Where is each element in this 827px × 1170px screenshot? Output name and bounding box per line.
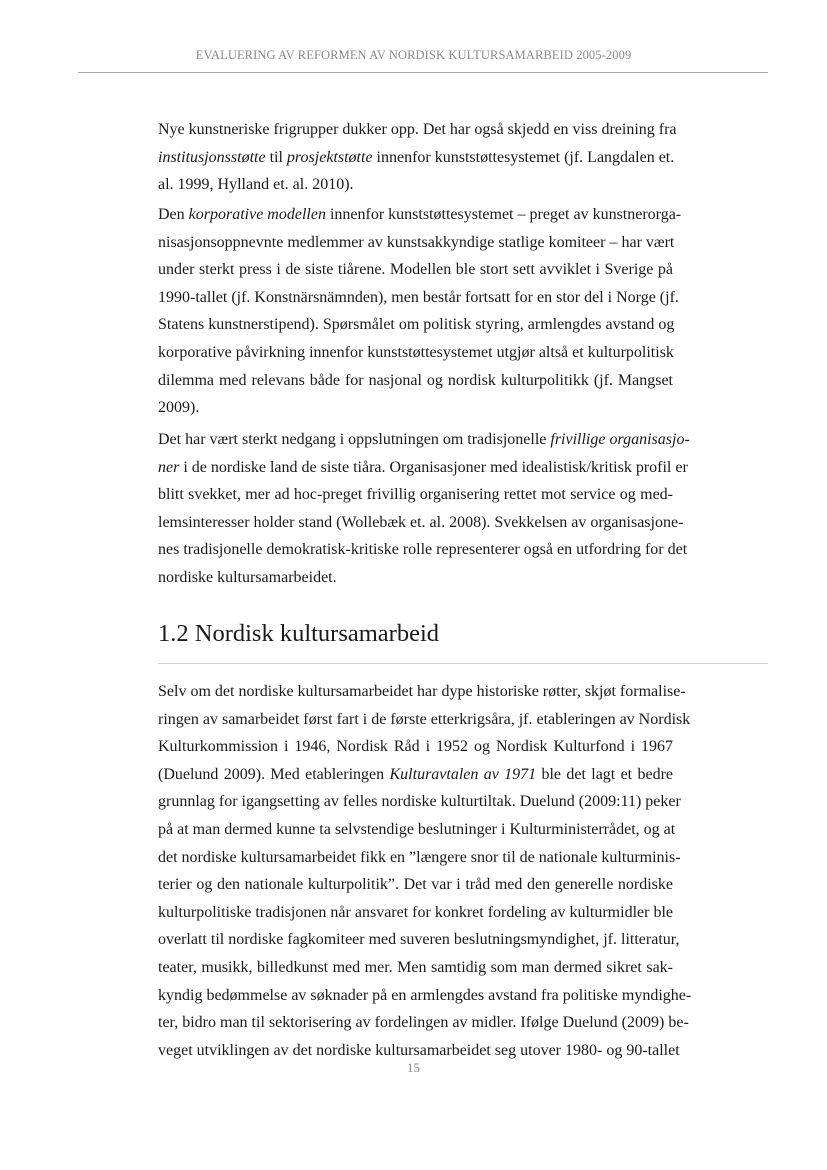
paragraph (158, 116, 677, 199)
italic-text: Kulturavtalen av 1971 (389, 765, 537, 783)
text-line (158, 536, 688, 564)
text-line (158, 394, 673, 422)
text-segment: lemsinteresser holder stand (Wollebæk et. al. 2008). Svekkelsen av organisasjone- (158, 513, 684, 531)
text-line (158, 761, 673, 789)
text-segment: veget utviklingen av det nordiske kultursamarbeidet seg utover 1980- og 90-tallet (158, 1041, 680, 1059)
text-line (158, 426, 690, 454)
text-segment: ringen av samarbeidet først fart i de første etterkrigsåra, jf. etableringen av Nordisk (158, 710, 691, 728)
text-line (158, 871, 673, 899)
text-segment: Det har vært sterkt nedgang i oppslutningen om tradisjonelle (158, 431, 551, 448)
text-line (158, 733, 673, 761)
text-segment: Selv om det nordiske kultursamarbeidet har dype historiske røtter, skjøt formalise- (158, 683, 686, 700)
italic-text: prosjektstøtte (286, 148, 373, 166)
text-segment: 1990-tallet (jf. Konstnärsnämnden), men består fortsatt for en stor del i Norge (jf. (158, 288, 679, 306)
text-segment: innenfor kunststøttesystemet – preget av kunstnerorga- (325, 206, 682, 223)
text-segment: kyndig bedømmelse av søknader på en armlengdes avstand fra politiske myndighe- (158, 986, 692, 1004)
text-segment: i de nordiske land de siste tiåra. Organisasjoner med idealistisk/kritisk profil er (179, 458, 688, 476)
text-segment: grunnlag for igangsetting av felles nordiske kulturtiltak. Duelund (2009:11) peker (158, 793, 681, 811)
section-heading: 1.2 Nordisk kultursamarbeid (158, 620, 440, 647)
text-line (158, 1009, 689, 1037)
text-line (158, 899, 673, 927)
italic-text: frivillige organisasjo- (550, 431, 690, 448)
text-segment: nordiske kultursamarbeidet. (158, 568, 337, 586)
text-segment: ter, bidro man til sektorisering av fordelingen av midler. Ifølge Duelund (2009) be- (158, 1014, 689, 1032)
text-line (158, 229, 673, 257)
text-line (158, 367, 673, 395)
text-line (158, 284, 679, 312)
text-segment: dilemma med relevans både for nasjonal og nordisk kulturpolitikk (jf. Mangset (158, 371, 673, 389)
text-line (158, 816, 676, 844)
text-line (158, 706, 691, 734)
text-line (158, 481, 673, 509)
text-line (158, 926, 680, 954)
text-segment: al. 1999, Hylland et. al. 2010). (158, 176, 354, 194)
text-segment: på at man dermed kunne ta selvstendige beslutninger i Kulturministerrådet, og at (158, 820, 676, 838)
text-segment: blitt svekket, mer ad hoc-preget frivillig organisering rettet mot service og med- (158, 486, 673, 504)
text-segment: nisasjonsoppnevnte medlemmer av kunstsakkyndige statlige komiteer – har vært (158, 233, 675, 251)
heading-divider (158, 663, 768, 664)
text-segment: Nye kunstneriske frigrupper dukker opp. Det har også skjedd en viss dreining fra (158, 121, 677, 138)
text-segment: Statens kunstnerstipend). Spørsmålet om politisk styring, armlengdes avstand og (158, 316, 675, 334)
text-line (158, 116, 677, 144)
text-line (158, 201, 682, 229)
text-segment: Den (158, 206, 189, 223)
text-line (158, 788, 681, 816)
text-segment: (Duelund 2009). Med etableringen (158, 765, 390, 783)
italic-text: institusjonsstøtte (158, 148, 266, 166)
text-segment: til (265, 148, 287, 166)
text-line (158, 144, 673, 172)
text-segment: Kulturkommission i 1946, Nordisk Råd i 1952 og Nordisk Kulturfond i 1967 (158, 738, 673, 756)
paragraph (158, 426, 690, 592)
text-segment: korporative påvirkning innenfor kunststøttesystemet utgjør altså et kulturpolitisk (158, 343, 674, 361)
text-segment: det nordiske kultursamarbeidet fikk en ”længere snor til de nationale kulturminis- (158, 848, 681, 866)
text-line (158, 454, 688, 482)
text-line (158, 678, 686, 706)
running-head: EVALUERING AV REFORMEN AV NORDISK KULTURSAMARBEID 2005-2009 (195, 48, 632, 62)
paragraph (158, 201, 682, 422)
text-segment: teater, musikk, billedkunst med mer. Men samtidig som man dermed sikret sak- (158, 958, 673, 976)
page-number: 15 (407, 1060, 420, 1075)
text-line (158, 339, 673, 367)
text-segment: overlatt til nordiske fagkomiteer med suveren beslutningsmyndighet, jf. litteratur, (158, 931, 680, 949)
text-segment: 2009). (158, 399, 200, 417)
italic-text: ner (158, 458, 180, 476)
text-segment: nes tradisjonelle demokratisk-kritiske rolle representerer også en utfordring for det (158, 541, 688, 559)
text-line (158, 256, 673, 284)
text-segment: terier og den nationale kulturpolitik”. Det var i tråd med den generelle nordiske (158, 876, 673, 894)
text-segment: kulturpolitiske tradisjonen når ansvaret for konkret fordeling av kulturmidler ble (158, 903, 673, 921)
text-segment: ble det lagt et bedre (536, 765, 673, 783)
text-segment: under sterkt press i de siste tiårene. Modellen ble stort sett avviklet i Sverige på (158, 261, 673, 279)
text-line (158, 982, 692, 1010)
italic-text: korporative modellen (188, 206, 326, 223)
text-line (158, 954, 673, 982)
text-line (158, 311, 673, 339)
text-line (158, 509, 684, 537)
header-divider (78, 72, 768, 73)
text-line (158, 171, 673, 199)
paragraph (158, 678, 692, 1064)
text-segment: innenfor kunststøttesystemet (jf. Langdalen et. (372, 148, 675, 166)
text-line (158, 564, 673, 592)
text-line (158, 844, 681, 872)
